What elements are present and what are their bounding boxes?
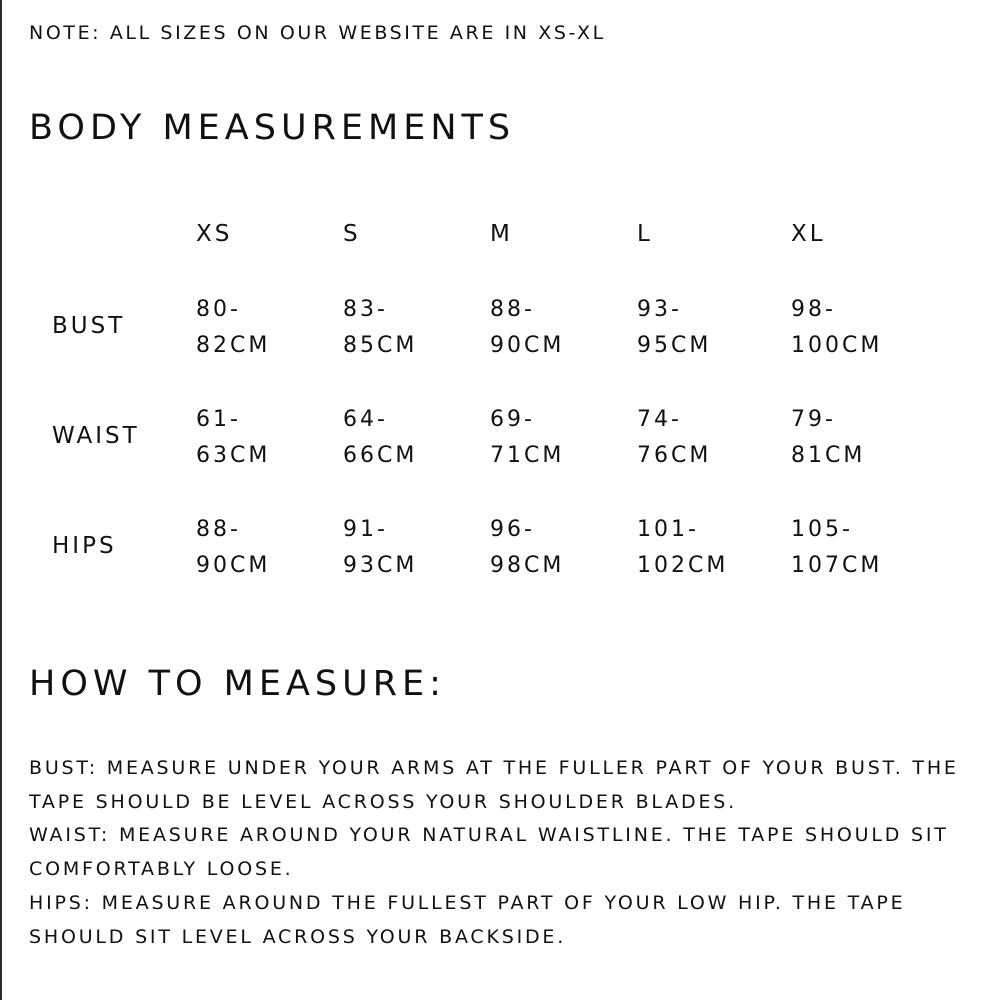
waist-l-to: 76CM — [637, 443, 712, 468]
hips-m-from: 96- — [490, 517, 535, 542]
waist-l-from: 74- — [637, 407, 682, 432]
bust-l-from: 93- — [637, 297, 682, 322]
waist-xl-cell — [791, 402, 865, 474]
hips-l-to: 102CM — [637, 553, 729, 578]
hips-s-cell — [343, 512, 417, 584]
waist-xs-to: 63CM — [196, 443, 271, 468]
hips-xs-to: 90CM — [196, 553, 271, 578]
size-header-l: L — [637, 221, 653, 247]
bust-xs-from: 80- — [196, 297, 241, 322]
waist-l-cell — [637, 402, 711, 474]
hips-xs-cell — [196, 512, 270, 584]
row-label-waist: WAIST — [52, 423, 140, 449]
size-header-m: M — [490, 221, 513, 247]
measuring-instructions — [29, 752, 979, 954]
waist-s-from: 64- — [343, 407, 388, 432]
waist-xl-to: 81CM — [791, 443, 866, 468]
waist-instruction: WAIST: MEASURE AROUND YOUR NATURAL WAISTLINE. THE TAPE SHOULD SIT COMFORTABLY LOOSE. — [29, 824, 949, 881]
bust-l-to: 95CM — [637, 333, 712, 358]
bust-xl-from: 98- — [791, 297, 836, 322]
bust-instruction: BUST: MEASURE UNDER YOUR ARMS AT THE FULLER PART OF YOUR BUST. THE TAPE SHOULD BE LEVEL ACROSS YOUR SHOULDER BLADES. — [29, 757, 959, 813]
body-measurements-heading: BODY MEASUREMENTS — [29, 108, 516, 148]
bust-xs-to: 82CM — [196, 333, 271, 358]
waist-m-from: 69- — [490, 407, 535, 432]
waist-xs-from: 61- — [196, 407, 241, 432]
bust-xl-cell — [791, 292, 882, 364]
size-header-s: S — [343, 221, 361, 247]
left-border — [0, 0, 2, 1000]
hips-xl-cell — [791, 512, 882, 584]
hips-l-from: 101- — [637, 517, 699, 542]
size-note: NOTE: ALL SIZES ON OUR WEBSITE ARE IN XS-XL — [29, 22, 606, 44]
bust-xs-cell — [196, 292, 270, 364]
hips-m-to: 98CM — [490, 553, 565, 578]
bust-m-cell — [490, 292, 564, 364]
waist-s-to: 66CM — [343, 443, 418, 468]
hips-m-cell — [490, 512, 564, 584]
bust-s-cell — [343, 292, 417, 364]
waist-m-to: 71CM — [490, 443, 565, 468]
hips-l-cell — [637, 512, 728, 584]
waist-s-cell — [343, 402, 417, 474]
bust-s-to: 85CM — [343, 333, 418, 358]
bust-m-to: 90CM — [490, 333, 565, 358]
row-label-bust: BUST — [52, 313, 126, 339]
hips-xl-to: 107CM — [791, 553, 883, 578]
bust-xl-to: 100CM — [791, 333, 883, 358]
hips-instruction: HIPS: MEASURE AROUND THE FULLEST PART OF YOUR LOW HIP. THE TAPE SHOULD SIT LEVEL ACROSS YOUR BACKSIDE. — [29, 891, 906, 948]
waist-m-cell — [490, 402, 564, 474]
bust-m-from: 88- — [490, 297, 535, 322]
row-label-hips: HIPS — [52, 533, 117, 559]
bust-s-from: 83- — [343, 297, 388, 322]
hips-s-to: 93CM — [343, 553, 418, 578]
hips-xl-from: 105- — [791, 517, 853, 542]
size-header-xs: XS — [196, 221, 233, 247]
hips-s-from: 91- — [343, 517, 388, 542]
bust-l-cell — [637, 292, 711, 364]
waist-xs-cell — [196, 402, 270, 474]
size-header-xl: XL — [791, 221, 826, 247]
how-to-measure-heading: HOW TO MEASURE: — [29, 664, 446, 704]
waist-xl-from: 79- — [791, 407, 836, 432]
hips-xs-from: 88- — [196, 517, 241, 542]
